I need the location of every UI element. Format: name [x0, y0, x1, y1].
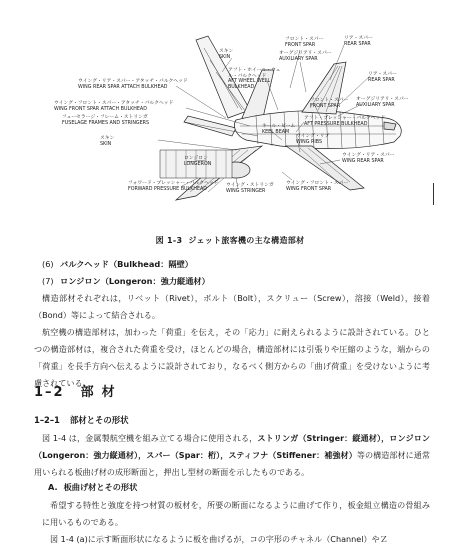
label-aft-pressure: アフト・プレッシャー・バルクヘッド AFT PRESSURE BULKHEAD [304, 116, 386, 127]
page-margin-rule [433, 183, 434, 205]
paragraph-fig14a: 図 1-4 (a)に示す断面形状になるように板を曲げるが，コの字形のチャネル（Channel）やＺ [50, 534, 388, 544]
label-aft-wheel-well: アフト・ホイール・ウェル・バルクヘッド AFT WHEEL WELL BULKHEAD [228, 68, 281, 90]
label-skin-top: スキン SKIN [219, 49, 234, 60]
paragraph-fastening: 構造部材それぞれは，リベット（Rivet），ボルト（Bolt），スクリュー（Screw），溶接（Weld），接着（Bond）等によって結合される。 [34, 293, 430, 320]
subsubsection-heading: A. 板曲げ材とその形状 [48, 482, 138, 492]
paragraph-sheet-bending: 希望する特性と強度を持つ材質の板材を，所要の断面になるように曲げて作り，板金組立構造の骨組みに用いるものである。 [42, 500, 430, 527]
label-fuselage-frames: フューセラージ・フレーム・ストリンガ FUSELAGE FRAMES AND STRINGERS [62, 115, 150, 126]
label-front-spar-top: フロント・スパー FRONT SPAR [285, 37, 324, 48]
section-heading: 1–2 部材 [34, 385, 123, 400]
label-wing-rear-spar: ウイング・リア・スパー WING REAR SPAR [342, 153, 395, 164]
aircraft-structure-figure [0, 0, 460, 232]
subsection-heading: 1–2–1 部材とその形状 [34, 415, 129, 425]
figure-caption [0, 235, 460, 246]
label-wing-front-spar: ウイング・フロント・スパー WING FRONT SPAR [286, 181, 349, 192]
label-wing-front-spar-attach: ウイング・フロント・スパー・アタッチ・バルクヘッド WING FRONT SPAR ATTACH BULKHEAD [54, 101, 174, 112]
label-skin-left: スキン SKIN [100, 136, 115, 147]
paragraph-fig14-intro: 図 1-4 は，金属製航空機を組み立てる場合に使用される，ストリンガ（Stringer：縦通材），ロンジロン（Longeron：強力縦通材），スパー（Spar：桁），スティフナ（Stiffener：補強材）等の構造部材に通常用いられる板曲げ材の成形断面と，押出し型材の断面を示したものである。 [34, 433, 430, 477]
label-front-spar-mid: フロント・スパー FRONT SPAR [310, 98, 349, 109]
paragraph-load-design: 航空機の構造部材は，加わった「荷重」を伝え，その「応力」に耐えられるように設計されている。ひとつの構造部材は，複合された荷重を受け，ほとんどの場合，構造部材には引張りや圧縮のような，端からの「荷重」を長手方向へ伝えるように設計されており，なるべく側方からの「曲げ荷重」を受けないように考慮されている。 [34, 327, 430, 388]
list-item-bulkhead: (6) バルクヘッド（Bulkhead：隔壁） [42, 259, 193, 269]
label-rear-spar-right: リア・スパー REAR SPAR [368, 72, 397, 83]
label-keel-beam: キール・ビーム KEEL BEAM [262, 124, 296, 135]
figure-number: 図 1-3 [155, 236, 183, 245]
label-wing-ribs: ウイング・リブ WING RIBS [296, 134, 330, 145]
label-longeron: ロンジロン LONGERON [184, 156, 212, 167]
horizontal-stabilizer-left [184, 116, 236, 136]
label-aux-spar-top: オーグジリアリ・スパー AUXILIARY SPAR [279, 51, 332, 62]
label-rear-spar-top: リア・スパー REAR SPAR [344, 36, 373, 47]
label-wing-stringer: ウイング・ストリンガ WING STRINGER [226, 183, 274, 194]
figure-caption-text: ジェット旅客機の主な構造部材 [188, 236, 305, 245]
label-forward-pressure: フォワード・プレッシャー・バルクヘッド FORWARD PRESSURE BULKHEAD [128, 181, 219, 192]
label-wing-rear-spar-attach: ウイング・リア・スパー・アタッチ・バルクヘッド WING REAR SPAR ATTACH BULKHEAD [78, 79, 188, 90]
label-aux-spar-right: オーグジリアリ・スパー AUXILIARY SPAR [356, 97, 409, 108]
list-item-longeron: (7) ロンジロン（Longeron：強力縦通材） [42, 276, 210, 286]
member-list-bold: ストリンガ（Stringer：縦通材），ロンジロン（Longeron：強力縦通材），スパー（Spar：桁），スティフナ（Stiffener：補強材） [34, 433, 430, 460]
